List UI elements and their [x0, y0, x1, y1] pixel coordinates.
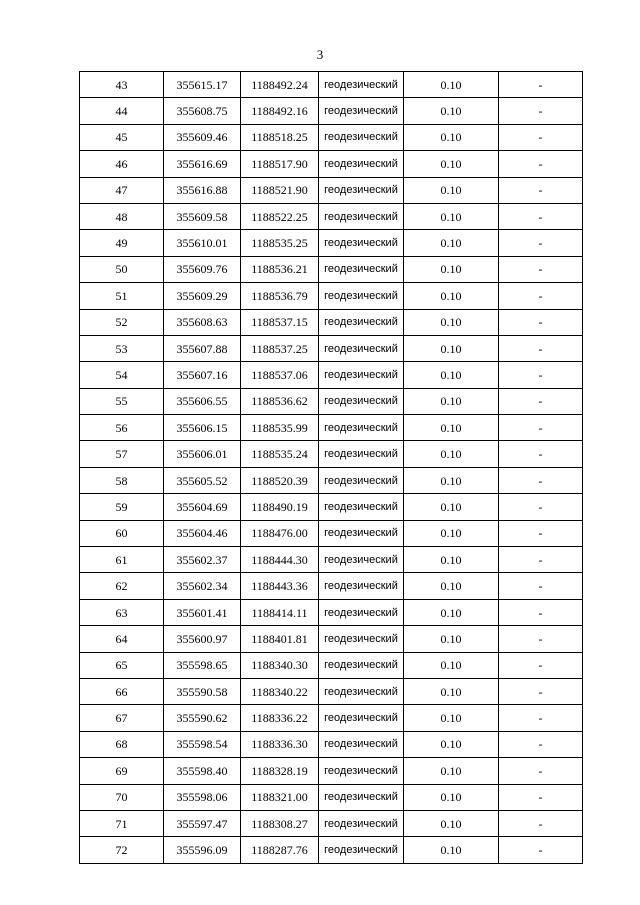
- method-cell: геодезический: [319, 203, 404, 229]
- accuracy-cell: 0.10: [404, 520, 499, 546]
- accuracy-cell: 0.10: [404, 705, 499, 731]
- y-coordinate-cell: 1188537.15: [241, 309, 319, 335]
- y-coordinate-cell: 1188444.30: [241, 547, 319, 573]
- description-cell: -: [499, 810, 583, 836]
- accuracy-cell: 0.10: [404, 678, 499, 704]
- point-number-cell: 52: [80, 309, 164, 335]
- table-row: [80, 705, 583, 731]
- table-row: [80, 599, 583, 625]
- description-cell: -: [499, 652, 583, 678]
- x-coordinate-cell: 355615.17: [164, 72, 241, 98]
- y-coordinate-cell: 1188535.24: [241, 441, 319, 467]
- point-number-cell: 54: [80, 362, 164, 388]
- accuracy-cell: 0.10: [404, 256, 499, 282]
- table-row: [80, 573, 583, 599]
- point-number-cell: 59: [80, 494, 164, 520]
- x-coordinate-cell: 355616.69: [164, 151, 241, 177]
- description-cell: -: [499, 309, 583, 335]
- accuracy-cell: 0.10: [404, 362, 499, 388]
- point-number-cell: 47: [80, 177, 164, 203]
- accuracy-cell: 0.10: [404, 441, 499, 467]
- table-row: [80, 177, 583, 203]
- accuracy-cell: 0.10: [404, 124, 499, 150]
- description-cell: -: [499, 98, 583, 124]
- point-number-cell: 67: [80, 705, 164, 731]
- accuracy-cell: 0.10: [404, 784, 499, 810]
- method-cell: геодезический: [319, 309, 404, 335]
- table-row: [80, 415, 583, 441]
- method-cell: геодезический: [319, 494, 404, 520]
- table-row: [80, 678, 583, 704]
- y-coordinate-cell: 1188321.00: [241, 784, 319, 810]
- method-cell: геодезический: [319, 784, 404, 810]
- table-row: [80, 283, 583, 309]
- y-coordinate-cell: 1188476.00: [241, 520, 319, 546]
- description-cell: -: [499, 599, 583, 625]
- point-number-cell: 64: [80, 626, 164, 652]
- description-cell: -: [499, 441, 583, 467]
- y-coordinate-cell: 1188340.30: [241, 652, 319, 678]
- description-cell: -: [499, 626, 583, 652]
- y-coordinate-cell: 1188536.79: [241, 283, 319, 309]
- point-number-cell: 49: [80, 230, 164, 256]
- method-cell: геодезический: [319, 98, 404, 124]
- point-number-cell: 66: [80, 678, 164, 704]
- y-coordinate-cell: 1188520.39: [241, 467, 319, 493]
- table-row: [80, 230, 583, 256]
- accuracy-cell: 0.10: [404, 388, 499, 414]
- accuracy-cell: 0.10: [404, 810, 499, 836]
- method-cell: геодезический: [319, 441, 404, 467]
- y-coordinate-cell: 1188521.90: [241, 177, 319, 203]
- accuracy-cell: 0.10: [404, 151, 499, 177]
- accuracy-cell: 0.10: [404, 98, 499, 124]
- table-row: [80, 547, 583, 573]
- y-coordinate-cell: 1188517.90: [241, 151, 319, 177]
- method-cell: геодезический: [319, 626, 404, 652]
- table-row: [80, 810, 583, 836]
- description-cell: -: [499, 283, 583, 309]
- method-cell: геодезический: [319, 837, 404, 863]
- description-cell: -: [499, 705, 583, 731]
- x-coordinate-cell: 355596.09: [164, 837, 241, 863]
- y-coordinate-cell: 1188536.62: [241, 388, 319, 414]
- description-cell: -: [499, 72, 583, 98]
- x-coordinate-cell: 355600.97: [164, 626, 241, 652]
- point-number-cell: 53: [80, 335, 164, 361]
- description-cell: -: [499, 415, 583, 441]
- method-cell: геодезический: [319, 177, 404, 203]
- point-number-cell: 46: [80, 151, 164, 177]
- method-cell: геодезический: [319, 652, 404, 678]
- x-coordinate-cell: 355616.88: [164, 177, 241, 203]
- description-cell: -: [499, 362, 583, 388]
- x-coordinate-cell: 355609.58: [164, 203, 241, 229]
- method-cell: геодезический: [319, 731, 404, 757]
- description-cell: -: [499, 731, 583, 757]
- y-coordinate-cell: 1188336.22: [241, 705, 319, 731]
- y-coordinate-cell: 1188308.27: [241, 810, 319, 836]
- coordinates-table-body: [80, 72, 583, 864]
- method-cell: геодезический: [319, 467, 404, 493]
- accuracy-cell: 0.10: [404, 283, 499, 309]
- method-cell: геодезический: [319, 678, 404, 704]
- accuracy-cell: 0.10: [404, 309, 499, 335]
- point-number-cell: 58: [80, 467, 164, 493]
- x-coordinate-cell: 355602.37: [164, 547, 241, 573]
- table-row: [80, 626, 583, 652]
- accuracy-cell: 0.10: [404, 599, 499, 625]
- method-cell: геодезический: [319, 72, 404, 98]
- point-number-cell: 69: [80, 758, 164, 784]
- point-number-cell: 57: [80, 441, 164, 467]
- description-cell: -: [499, 230, 583, 256]
- y-coordinate-cell: 1188535.99: [241, 415, 319, 441]
- table-row: [80, 494, 583, 520]
- accuracy-cell: 0.10: [404, 203, 499, 229]
- x-coordinate-cell: 355590.62: [164, 705, 241, 731]
- method-cell: геодезический: [319, 415, 404, 441]
- y-coordinate-cell: 1188535.25: [241, 230, 319, 256]
- y-coordinate-cell: 1188443.36: [241, 573, 319, 599]
- accuracy-cell: 0.10: [404, 415, 499, 441]
- table-row: [80, 309, 583, 335]
- description-cell: -: [499, 758, 583, 784]
- point-number-cell: 65: [80, 652, 164, 678]
- method-cell: геодезический: [319, 705, 404, 731]
- accuracy-cell: 0.10: [404, 494, 499, 520]
- method-cell: геодезический: [319, 151, 404, 177]
- y-coordinate-cell: 1188401.81: [241, 626, 319, 652]
- point-number-cell: 56: [80, 415, 164, 441]
- y-coordinate-cell: 1188328.19: [241, 758, 319, 784]
- accuracy-cell: 0.10: [404, 626, 499, 652]
- description-cell: -: [499, 784, 583, 810]
- description-cell: -: [499, 678, 583, 704]
- x-coordinate-cell: 355605.52: [164, 467, 241, 493]
- y-coordinate-cell: 1188537.06: [241, 362, 319, 388]
- x-coordinate-cell: 355609.29: [164, 283, 241, 309]
- y-coordinate-cell: 1188492.24: [241, 72, 319, 98]
- point-number-cell: 68: [80, 731, 164, 757]
- table-row: [80, 731, 583, 757]
- description-cell: -: [499, 124, 583, 150]
- description-cell: -: [499, 203, 583, 229]
- x-coordinate-cell: 355597.47: [164, 810, 241, 836]
- accuracy-cell: 0.10: [404, 72, 499, 98]
- table-row: [80, 151, 583, 177]
- description-cell: -: [499, 388, 583, 414]
- x-coordinate-cell: 355601.41: [164, 599, 241, 625]
- table-row: [80, 441, 583, 467]
- accuracy-cell: 0.10: [404, 758, 499, 784]
- point-number-cell: 51: [80, 283, 164, 309]
- table-row: [80, 388, 583, 414]
- x-coordinate-cell: 355598.54: [164, 731, 241, 757]
- table-row: [80, 837, 583, 863]
- table-row: [80, 784, 583, 810]
- description-cell: -: [499, 151, 583, 177]
- y-coordinate-cell: 1188340.22: [241, 678, 319, 704]
- method-cell: геодезический: [319, 547, 404, 573]
- method-cell: геодезический: [319, 283, 404, 309]
- point-number-cell: 55: [80, 388, 164, 414]
- accuracy-cell: 0.10: [404, 177, 499, 203]
- description-cell: -: [499, 520, 583, 546]
- x-coordinate-cell: 355610.01: [164, 230, 241, 256]
- y-coordinate-cell: 1188522.25: [241, 203, 319, 229]
- page-number: 3: [316, 47, 324, 62]
- x-coordinate-cell: 355598.06: [164, 784, 241, 810]
- accuracy-cell: 0.10: [404, 731, 499, 757]
- x-coordinate-cell: 355607.16: [164, 362, 241, 388]
- x-coordinate-cell: 355608.63: [164, 309, 241, 335]
- table-row: [80, 98, 583, 124]
- point-number-cell: 71: [80, 810, 164, 836]
- point-number-cell: 50: [80, 256, 164, 282]
- x-coordinate-cell: 355598.40: [164, 758, 241, 784]
- x-coordinate-cell: 355606.55: [164, 388, 241, 414]
- description-cell: -: [499, 177, 583, 203]
- y-coordinate-cell: 1188492.16: [241, 98, 319, 124]
- point-number-cell: 63: [80, 599, 164, 625]
- description-cell: -: [499, 335, 583, 361]
- y-coordinate-cell: 1188536.21: [241, 256, 319, 282]
- point-number-cell: 62: [80, 573, 164, 599]
- table-row: [80, 335, 583, 361]
- point-number-cell: 45: [80, 124, 164, 150]
- x-coordinate-cell: 355604.46: [164, 520, 241, 546]
- description-cell: -: [499, 256, 583, 282]
- x-coordinate-cell: 355606.15: [164, 415, 241, 441]
- method-cell: геодезический: [319, 520, 404, 546]
- accuracy-cell: 0.10: [404, 335, 499, 361]
- method-cell: геодезический: [319, 230, 404, 256]
- x-coordinate-cell: 355590.58: [164, 678, 241, 704]
- point-number-cell: 70: [80, 784, 164, 810]
- description-cell: -: [499, 837, 583, 863]
- description-cell: -: [499, 573, 583, 599]
- coordinates-table: [79, 71, 583, 864]
- table-row: [80, 362, 583, 388]
- accuracy-cell: 0.10: [404, 573, 499, 599]
- method-cell: геодезический: [319, 388, 404, 414]
- x-coordinate-cell: 355608.75: [164, 98, 241, 124]
- point-number-cell: 72: [80, 837, 164, 863]
- description-cell: -: [499, 547, 583, 573]
- y-coordinate-cell: 1188287.76: [241, 837, 319, 863]
- method-cell: геодезический: [319, 362, 404, 388]
- method-cell: геодезический: [319, 335, 404, 361]
- table-row: [80, 520, 583, 546]
- x-coordinate-cell: 355602.34: [164, 573, 241, 599]
- table-row: [80, 203, 583, 229]
- method-cell: геодезический: [319, 758, 404, 784]
- accuracy-cell: 0.10: [404, 547, 499, 573]
- description-cell: -: [499, 494, 583, 520]
- point-number-cell: 48: [80, 203, 164, 229]
- x-coordinate-cell: 355607.88: [164, 335, 241, 361]
- method-cell: геодезический: [319, 124, 404, 150]
- method-cell: геодезический: [319, 810, 404, 836]
- method-cell: геодезический: [319, 573, 404, 599]
- table-row: [80, 652, 583, 678]
- y-coordinate-cell: 1188414.11: [241, 599, 319, 625]
- point-number-cell: 43: [80, 72, 164, 98]
- accuracy-cell: 0.10: [404, 467, 499, 493]
- table-row: [80, 467, 583, 493]
- x-coordinate-cell: 355606.01: [164, 441, 241, 467]
- description-cell: -: [499, 467, 583, 493]
- table-row: [80, 256, 583, 282]
- table-row: [80, 124, 583, 150]
- x-coordinate-cell: 355609.76: [164, 256, 241, 282]
- y-coordinate-cell: 1188336.30: [241, 731, 319, 757]
- table-row: [80, 758, 583, 784]
- accuracy-cell: 0.10: [404, 652, 499, 678]
- accuracy-cell: 0.10: [404, 230, 499, 256]
- table-row: [80, 72, 583, 98]
- x-coordinate-cell: 355604.69: [164, 494, 241, 520]
- accuracy-cell: 0.10: [404, 837, 499, 863]
- x-coordinate-cell: 355609.46: [164, 124, 241, 150]
- point-number-cell: 61: [80, 547, 164, 573]
- point-number-cell: 44: [80, 98, 164, 124]
- method-cell: геодезический: [319, 256, 404, 282]
- y-coordinate-cell: 1188490.19: [241, 494, 319, 520]
- method-cell: геодезический: [319, 599, 404, 625]
- x-coordinate-cell: 355598.65: [164, 652, 241, 678]
- y-coordinate-cell: 1188537.25: [241, 335, 319, 361]
- point-number-cell: 60: [80, 520, 164, 546]
- y-coordinate-cell: 1188518.25: [241, 124, 319, 150]
